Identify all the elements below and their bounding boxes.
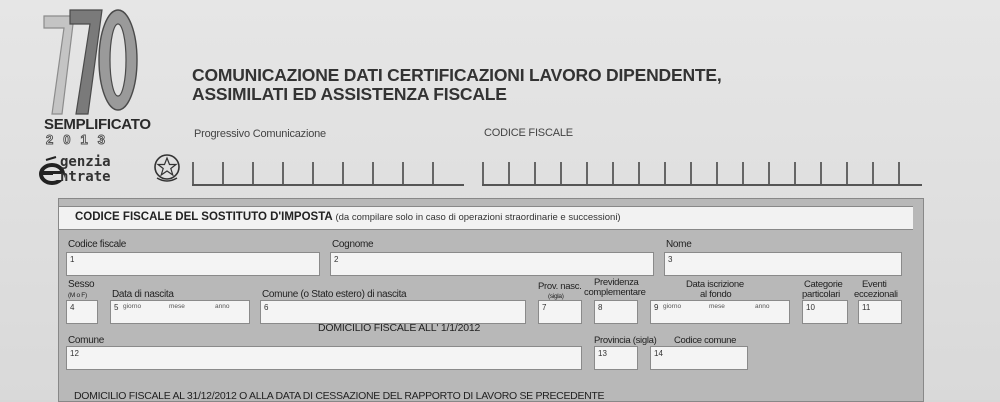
form-title bbox=[192, 66, 722, 104]
iscrizione-label-2: al fondo bbox=[700, 289, 732, 300]
sostituto-section-header bbox=[58, 206, 913, 230]
data-nascita-label: Data di nascita bbox=[112, 289, 174, 300]
agency-line2: ntrate bbox=[60, 169, 111, 185]
categorie-label-2: particolari bbox=[802, 289, 840, 300]
field-number: 9 bbox=[654, 303, 659, 312]
field-number: 11 bbox=[862, 303, 871, 312]
provincia-field[interactable] bbox=[594, 346, 638, 370]
provincia-label: Provincia (sigla) bbox=[594, 335, 657, 346]
sostituto-title: CODICE FISCALE DEL SOSTITUTO D'IMPOSTA bbox=[75, 211, 333, 223]
field-number: 10 bbox=[806, 303, 815, 312]
field-number: 1 bbox=[70, 255, 75, 264]
republic-emblem-icon bbox=[152, 152, 182, 184]
eventi-field[interactable] bbox=[858, 300, 902, 324]
codice-comune-label: Codice comune bbox=[674, 335, 737, 346]
sostituto-note: (da compilare solo in caso di operazioni straordinarie e successioni) bbox=[335, 212, 621, 223]
title-line1: COMUNICAZIONE DATI CERTIFICAZIONI LAVORO DIPENDENTE, bbox=[192, 65, 722, 85]
comune-nascita-field[interactable] bbox=[260, 300, 526, 324]
codice-fiscale-field-label: Codice fiscale bbox=[68, 239, 127, 250]
comune-field[interactable] bbox=[66, 346, 582, 370]
nome-field[interactable] bbox=[664, 252, 902, 276]
codice-fiscale-label: CODICE FISCALE bbox=[484, 127, 573, 139]
data-iscrizione-field[interactable] bbox=[650, 300, 790, 324]
770-logo-icon bbox=[40, 2, 140, 122]
anno-label: anno bbox=[215, 303, 230, 310]
prov-nasc-field[interactable] bbox=[538, 300, 582, 324]
field-number: 4 bbox=[70, 303, 75, 312]
sesso-label: Sesso bbox=[68, 279, 95, 290]
giorno-label: giorno bbox=[663, 303, 682, 310]
sesso-field[interactable] bbox=[66, 300, 98, 324]
anno-label: anno bbox=[755, 303, 770, 310]
year-label: 2013 bbox=[46, 132, 115, 147]
eventi-label-2: eccezionali bbox=[854, 289, 898, 300]
codice-comune-field[interactable] bbox=[650, 346, 748, 370]
field-number: 7 bbox=[542, 303, 547, 312]
field-number: 5 bbox=[114, 303, 119, 312]
categorie-label-1: Categorie bbox=[804, 279, 843, 290]
field-number: 14 bbox=[654, 349, 663, 358]
prov-nasc-label: Prov. nasc. bbox=[538, 281, 582, 292]
sesso-sub: (M o F) bbox=[68, 292, 87, 299]
edition-label: SEMPLIFICATO bbox=[44, 116, 151, 133]
eventi-label-1: Eventi bbox=[862, 279, 887, 290]
domicilio-2012-title: DOMICILIO FISCALE ALL' 1/1/2012 bbox=[318, 322, 481, 334]
progressivo-input[interactable] bbox=[192, 148, 464, 186]
prov-nasc-sub: (sigla) bbox=[548, 293, 564, 300]
codice-fiscale-field[interactable] bbox=[66, 252, 320, 276]
field-number: 13 bbox=[598, 349, 607, 358]
iscrizione-label-1: Data iscrizione bbox=[686, 279, 744, 290]
field-number: 2 bbox=[334, 255, 339, 264]
comune-label: Comune bbox=[68, 335, 104, 346]
data-nascita-field[interactable] bbox=[110, 300, 250, 324]
progressivo-label: Progressivo Comunicazione bbox=[194, 128, 326, 140]
comune-nascita-label: Comune (o Stato estero) di nascita bbox=[262, 289, 407, 300]
mese-label: mese bbox=[709, 303, 725, 310]
codice-fiscale-input[interactable] bbox=[482, 148, 922, 186]
title-line2: ASSIMILATI ED ASSISTENZA FISCALE bbox=[192, 84, 507, 104]
cognome-field[interactable] bbox=[330, 252, 654, 276]
previdenza-field[interactable] bbox=[594, 300, 638, 324]
field-number: 8 bbox=[598, 303, 603, 312]
mese-label: mese bbox=[169, 303, 185, 310]
field-number: 6 bbox=[264, 303, 269, 312]
agency-line1: genzia bbox=[60, 154, 111, 170]
giorno-label: giorno bbox=[123, 303, 142, 310]
field-number: 3 bbox=[668, 255, 673, 264]
field-number: 12 bbox=[70, 349, 79, 358]
cognome-label: Cognome bbox=[332, 239, 374, 250]
previdenza-label-1: Previdenza bbox=[594, 277, 639, 288]
domicilio-cessazione-title: DOMICILIO FISCALE AL 31/12/2012 O ALLA DATA DI CESSAZIONE DEL RAPPORTO DI LAVORO SE PRECEDENTE bbox=[74, 390, 605, 402]
categorie-field[interactable] bbox=[802, 300, 848, 324]
previdenza-label-2: complementare bbox=[584, 287, 646, 298]
nome-label: Nome bbox=[666, 239, 692, 250]
